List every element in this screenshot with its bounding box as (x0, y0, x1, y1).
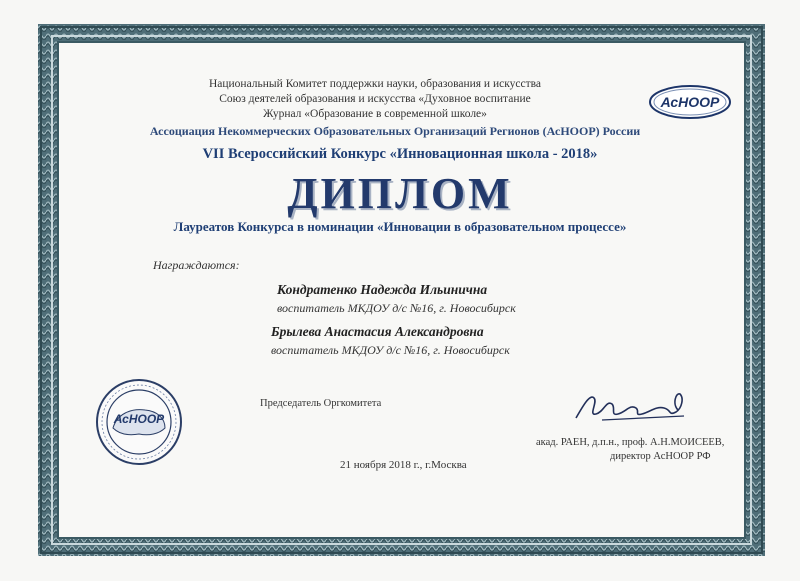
association-name: Ассоциация Некоммерческих Образовательных Организаций Регионов (АсНООР) России (149, 124, 641, 138)
signer-credentials: акад. РАЕН, д.п.н., проф. А.Н.МОИСЕЕВ, (536, 437, 725, 448)
recipient-position: воспитатель МКДОУ д/с №16, г. Новосибирск (271, 343, 510, 357)
logo-text: АсНООР (660, 94, 720, 110)
org-line-3: Журнал «Образование в современной школе» (263, 108, 487, 120)
round-seal (95, 378, 183, 466)
signer-title: директор АсНООР РФ (610, 451, 711, 462)
recipient-name: Кондратенко Надежда Ильинична (277, 282, 488, 297)
seal-text: АсНООР (113, 412, 165, 426)
date-place: 21 ноября 2018 г., г.Москва (340, 459, 467, 471)
chairman-label: Председатель Оргкомитета (260, 398, 382, 409)
contest-title: VII Всероссийский Конкурс «Инновационная школа - 2018» (202, 146, 598, 162)
signature (572, 386, 692, 431)
awarded-label: Награждаются: (153, 258, 240, 272)
nomination-line: Лауреатов Конкурса в номинации «Инновации в образовательном процессе» (173, 219, 627, 234)
diploma-title: ДИПЛОМ (287, 169, 513, 218)
org-line-2: Союз деятелей образования и искусства «Духовное воспитание (219, 93, 531, 105)
recipient-position: воспитатель МКДОУ д/с №16, г. Новосибирск (277, 301, 516, 315)
org-line-1: Национальный Комитет поддержки науки, образования и искусства (208, 78, 542, 90)
asnoor-logo (648, 84, 732, 120)
recipient-name: Брылева Анастасия Александровна (271, 324, 484, 339)
